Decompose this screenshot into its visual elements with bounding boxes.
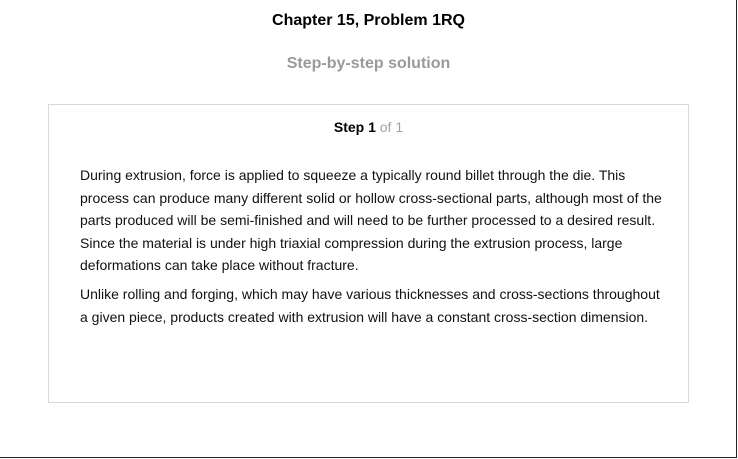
step-card xyxy=(48,104,689,403)
solution-paragraph-1: During extrusion, force is applied to squeeze a typically round billet through the die. This process can produce many different solid or hollow cross-sectional parts, although most of the parts produced will be semi-finished and will need to be further processed to a desired result. Since the material is under high triaxial compression during the extrusion process, large deformations can take place without fracture. xyxy=(80,167,662,274)
solution-paragraph-2: Unlike rolling and forging, which may have various thicknesses and cross-sections throughout a given piece, products created with extrusion will have a constant cross-section dimension. xyxy=(80,285,660,325)
step-header xyxy=(49,119,688,135)
step-content xyxy=(80,164,670,334)
step-count: of 1 xyxy=(379,119,404,135)
step-label: Step 1 xyxy=(333,119,376,135)
page-subtitle: Step-by-step solution xyxy=(286,55,451,72)
page-title: Chapter 15, Problem 1RQ xyxy=(272,12,465,29)
